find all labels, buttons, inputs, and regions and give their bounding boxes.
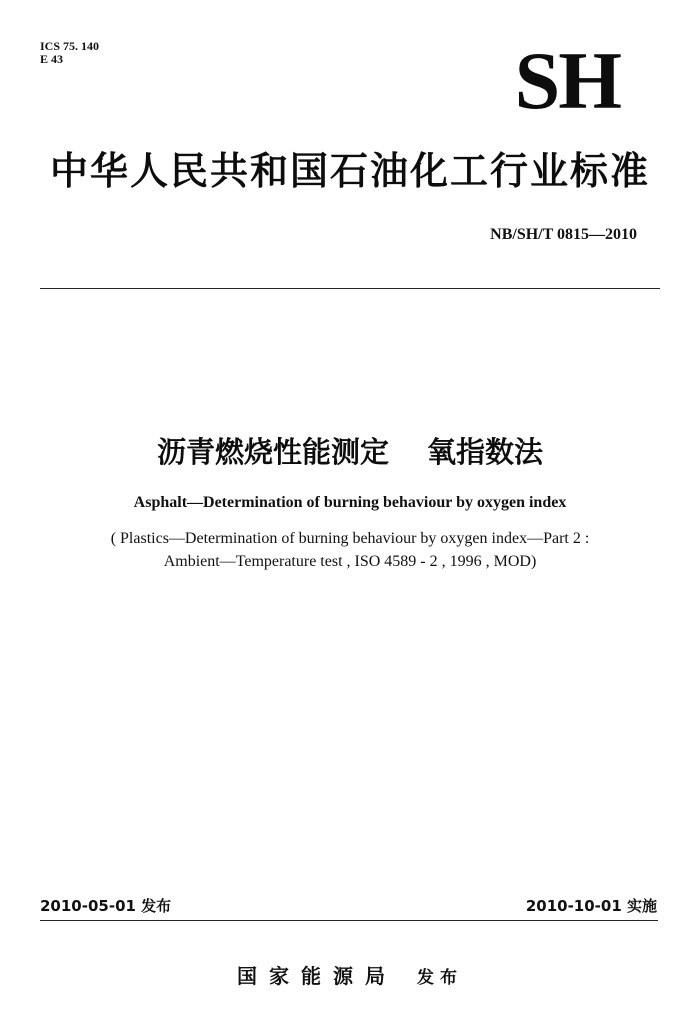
ics-code: ICS 75. 140 bbox=[40, 39, 100, 53]
issue-date: 2010-05-01 发布 bbox=[40, 897, 172, 915]
chinese-title bbox=[0, 430, 700, 471]
sh-logo: SH bbox=[514, 35, 620, 126]
issuer-action: 发布 bbox=[417, 968, 463, 988]
implementation-date: 2010-10-01 实施 bbox=[525, 897, 657, 915]
chinese-title-part2: 氧指数法 bbox=[427, 435, 544, 469]
document-category-title: 中华人民共和国石油化工行业标准 bbox=[49, 149, 650, 193]
issuing-authority bbox=[0, 960, 700, 989]
ccs-code: E 43 bbox=[40, 52, 64, 66]
english-title: Asphalt—Determination of burning behaviour by oxygen index bbox=[133, 494, 567, 511]
standard-number: NB/SH/T 0815—2010 bbox=[490, 226, 637, 243]
header-divider bbox=[40, 288, 660, 289]
reference-standard-line2: Ambient—Temperature test , ISO 4589 - 2 , 1996 , MOD) bbox=[163, 553, 537, 570]
chinese-title-part1: 沥青燃烧性能测定 bbox=[156, 435, 389, 469]
reference-standard-line1: ( Plastics—Determination of burning behaviour by oxygen index—Part 2 : bbox=[110, 530, 590, 547]
footer-divider bbox=[40, 920, 658, 921]
issuer-organization: 国家能源局 bbox=[237, 964, 397, 988]
